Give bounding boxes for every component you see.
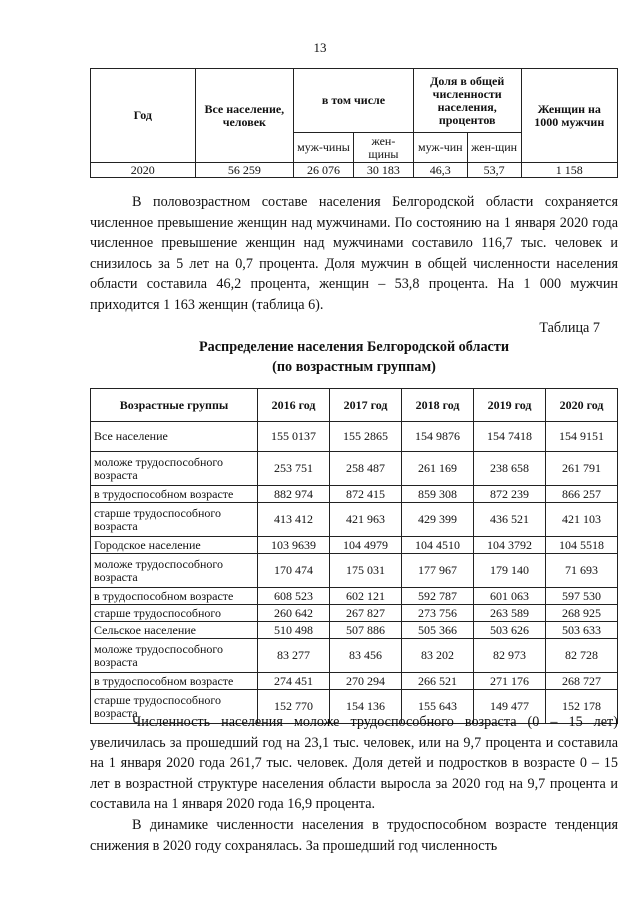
table-title-line-1: Распределение населения Белгородской области <box>198 339 510 355</box>
cell-value: 83 277 <box>258 639 330 673</box>
header-share: Доля в общей численности населения, процентов <box>413 69 521 133</box>
cell-year: 2020 <box>91 163 196 178</box>
paragraph-sex-structure <box>90 192 618 316</box>
cell-value: 268 727 <box>546 673 618 690</box>
header-age-groups: Возрастные группы <box>91 389 258 422</box>
page-number: 13 <box>313 40 327 55</box>
row-label: моложе трудоспособного возраста <box>91 554 258 588</box>
cell-value: 104 5518 <box>546 537 618 554</box>
cell-value: 436 521 <box>474 503 546 537</box>
cell-value: 179 140 <box>474 554 546 588</box>
row-label: старше трудоспособного возраста <box>91 503 258 537</box>
row-label: Городское население <box>91 537 258 554</box>
table-label: Таблица 7 <box>539 320 600 336</box>
cell-value: 421 963 <box>330 503 402 537</box>
cell-value: 154 9151 <box>546 422 618 452</box>
cell-value: 238 658 <box>474 452 546 486</box>
header-year: Год <box>91 69 196 163</box>
table-sex-structure <box>90 68 618 178</box>
header-2017: 2017 год <box>330 389 402 422</box>
cell-value: 271 176 <box>474 673 546 690</box>
cell-value: 274 451 <box>258 673 330 690</box>
cell-value: 882 974 <box>258 486 330 503</box>
cell-value: 601 063 <box>474 588 546 605</box>
cell-value: 83 202 <box>402 639 474 673</box>
cell-value: 154 7418 <box>474 422 546 452</box>
row-label: старше трудоспособного возраста <box>91 690 258 724</box>
table-age-groups-body <box>91 422 618 724</box>
cell-value: 597 530 <box>546 588 618 605</box>
cell-value: 421 103 <box>546 503 618 537</box>
table-row <box>91 554 618 588</box>
header-2018: 2018 год <box>402 389 474 422</box>
cell-value: 866 257 <box>546 486 618 503</box>
cell-value: 71 693 <box>546 554 618 588</box>
cell-value: 154 136 <box>330 690 402 724</box>
cell-value: 152 178 <box>546 690 618 724</box>
cell-value: 175 031 <box>330 554 402 588</box>
header-women-per-1000: Женщин на 1000 мужчин <box>521 69 618 163</box>
cell-women: 30 183 <box>353 163 413 178</box>
header-men-share: муж-чин <box>413 133 467 163</box>
table-row <box>91 622 618 639</box>
row-label: Все население <box>91 422 258 452</box>
table-title <box>90 337 618 377</box>
table-row <box>91 452 618 486</box>
paragraph-1-text: В половозрастном составе населения Белгородской области сохраняется численное превышение женщин над мужчинами. По состоянию на 1 января 2020 года численное превышение женщин над мужчинами составило 116,7 тыс. человек и снизилось за 5 лет на 0,7 процента. Доля мужчин в общей численности населения области составила 46,2 процента, женщин – 53,8 процента. На 1 000 мужчин приходится 1 163 женщин (таблица 6). <box>90 194 618 313</box>
cell-value: 505 366 <box>402 622 474 639</box>
row-label: в трудоспособном возрасте <box>91 486 258 503</box>
cell-value: 602 121 <box>330 588 402 605</box>
cell-value: 608 523 <box>258 588 330 605</box>
cell-value: 170 474 <box>258 554 330 588</box>
cell-value: 429 399 <box>402 503 474 537</box>
header-women: жен-щины <box>353 133 413 163</box>
cell-men: 26 076 <box>294 163 354 178</box>
cell-value: 83 456 <box>330 639 402 673</box>
cell-value: 155 0137 <box>258 422 330 452</box>
header-2020: 2020 год <box>546 389 618 422</box>
header-2019: 2019 год <box>474 389 546 422</box>
cell-value: 270 294 <box>330 673 402 690</box>
cell-value: 872 415 <box>330 486 402 503</box>
cell-value: 507 886 <box>330 622 402 639</box>
header-women-share: жен-щин <box>467 133 521 163</box>
table-row <box>91 537 618 554</box>
cell-value: 261 169 <box>402 452 474 486</box>
table-row <box>91 422 618 452</box>
cell-value: 104 4510 <box>402 537 474 554</box>
paragraph-young-population <box>90 712 618 856</box>
cell-value: 155 2865 <box>330 422 402 452</box>
cell-value: 261 791 <box>546 452 618 486</box>
table-row <box>91 673 618 690</box>
cell-value: 260 642 <box>258 605 330 622</box>
cell-value: 155 643 <box>402 690 474 724</box>
paragraph-3-text: В динамике численности населения в трудоспособном возрасте тенденция снижения в 2020 году сохранялась. За прошедший год численность <box>90 816 618 854</box>
cell-value: 273 756 <box>402 605 474 622</box>
cell-value: 872 239 <box>474 486 546 503</box>
header-total: Все население, человек <box>195 69 293 163</box>
cell-value: 82 973 <box>474 639 546 673</box>
table-row <box>91 588 618 605</box>
cell-value: 859 308 <box>402 486 474 503</box>
cell-value: 104 3792 <box>474 537 546 554</box>
row-label: Сельское население <box>91 622 258 639</box>
cell-value: 266 521 <box>402 673 474 690</box>
header-men: муж-чины <box>294 133 354 163</box>
cell-value: 152 770 <box>258 690 330 724</box>
cell-value: 253 751 <box>258 452 330 486</box>
cell-value: 263 589 <box>474 605 546 622</box>
cell-value: 267 827 <box>330 605 402 622</box>
table-row <box>91 486 618 503</box>
row-label: моложе трудоспособного возраста <box>91 452 258 486</box>
cell-value: 413 412 <box>258 503 330 537</box>
cell-value: 149 477 <box>474 690 546 724</box>
table-title-line-2: (по возрастным группам) <box>272 359 436 375</box>
cell-value: 268 925 <box>546 605 618 622</box>
table-row <box>91 639 618 673</box>
cell-value: 104 4979 <box>330 537 402 554</box>
cell-value: 82 728 <box>546 639 618 673</box>
row-label: моложе трудоспособного возраста <box>91 639 258 673</box>
table-row <box>91 605 618 622</box>
paragraph-2-text: Численность населения моложе трудоспособного возраста (0 – 15 лет) увеличилась за прошедший год на 23,1 тыс. человек, или на 9,7 процента и составила на 1 января 2020 года 261,7 тыс. человек. Доля детей и подростков в возрасте 0 – 15 лет в возрастной структуре населения области выросла за 2020 год на 9,7 процента и составила на 1 января 2020 года 16,9 процента. <box>90 714 618 813</box>
cell-ratio: 1 158 <box>521 163 618 178</box>
row-label: в трудоспособном возрасте <box>91 588 258 605</box>
cell-share-men: 46,3 <box>413 163 467 178</box>
cell-value: 103 9639 <box>258 537 330 554</box>
row-label: в трудоспособном возрасте <box>91 673 258 690</box>
cell-value: 592 787 <box>402 588 474 605</box>
cell-total: 56 259 <box>195 163 293 178</box>
table-age-groups <box>90 388 618 724</box>
header-including: в том числе <box>294 69 414 133</box>
cell-value: 503 626 <box>474 622 546 639</box>
cell-share-women: 53,7 <box>467 163 521 178</box>
row-label: старше трудоспособного <box>91 605 258 622</box>
header-2016: 2016 год <box>258 389 330 422</box>
cell-value: 154 9876 <box>402 422 474 452</box>
table-row <box>91 503 618 537</box>
cell-value: 258 487 <box>330 452 402 486</box>
cell-value: 510 498 <box>258 622 330 639</box>
cell-value: 503 633 <box>546 622 618 639</box>
cell-value: 177 967 <box>402 554 474 588</box>
